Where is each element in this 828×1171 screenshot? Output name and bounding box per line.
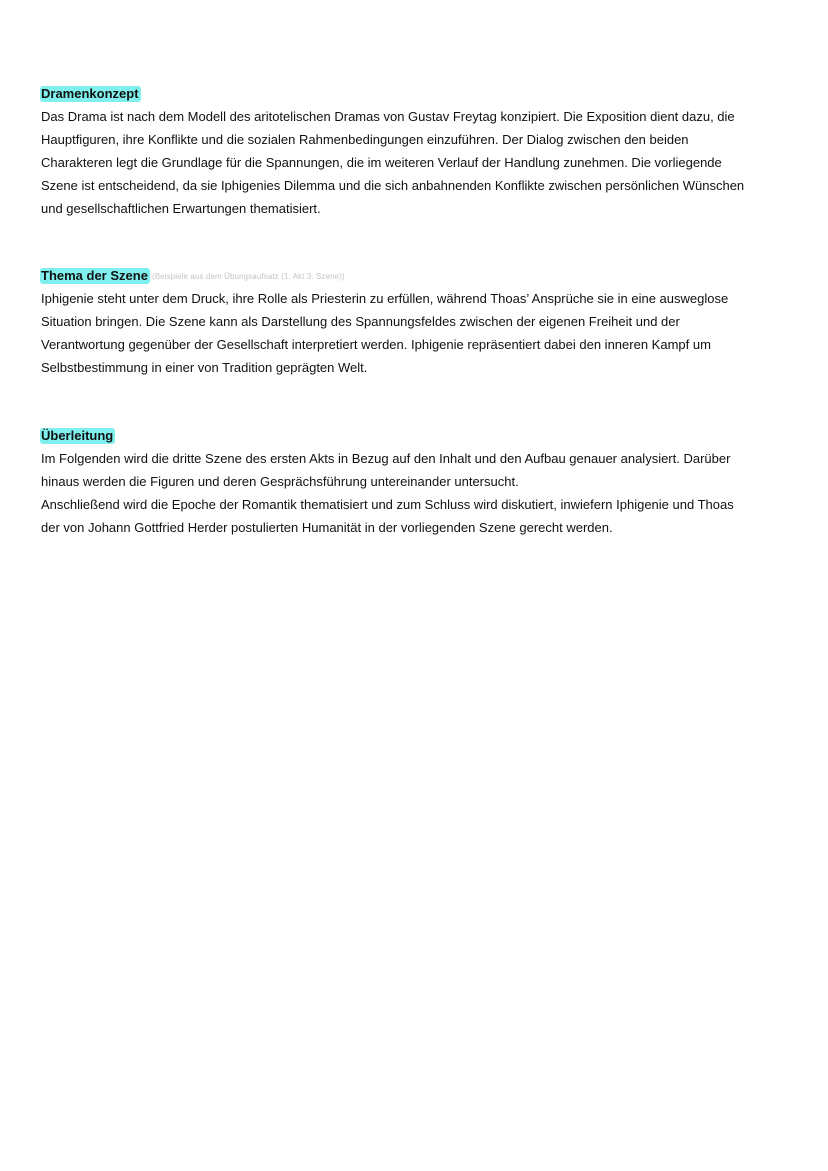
section-heading: Dramenkonzept — [41, 86, 139, 101]
paragraph-line: der von Johann Gottfried Herder postulierten Humanität in der vorliegenden Szene gerecht werden. — [41, 520, 613, 535]
section-heading: Thema der Szene — [41, 268, 148, 283]
section-heading-row — [41, 266, 789, 286]
paragraph-line: Das Drama ist nach dem Modell des aritotelischen Dramas von Gustav Freytag konzipiert. Die Exposition dient dazu, die — [41, 109, 735, 124]
paragraph-line: Szene ist entscheidend, da sie Iphigenies Dilemma und die sich anbahnenden Konflikte zwischen persönlichen Wünschen — [41, 178, 745, 193]
paragraph-line: hinaus werden die Figuren und deren Gesprächsführung untereinander untersucht. — [41, 474, 519, 489]
paragraph-line: Charakteren legt die Grundlage für die Spannungen, die im weiteren Verlauf der Handlung zunehmen. Die vorliegende — [41, 155, 722, 170]
section-paragraph — [41, 447, 789, 539]
section-heading-row — [41, 426, 789, 446]
section-heading-row — [41, 84, 789, 104]
section-paragraph — [41, 105, 789, 220]
section-paragraph — [41, 287, 789, 379]
paragraph-line: Selbstbestimmung in einer von Tradition geprägten Welt. — [41, 360, 368, 375]
section-dramenkonzept — [41, 84, 789, 220]
paragraph-line: Hauptfiguren, ihre Konflikte und die sozialen Rahmenbedingungen einzuführen. Der Dialog zwischen den beiden — [41, 132, 689, 147]
paragraph-line: Anschließend wird die Epoche der Romantik thematisiert und zum Schluss wird diskutiert, inwiefern Iphigenie und Thoas — [41, 497, 734, 512]
paragraph-line: Im Folgenden wird die dritte Szene des ersten Akts in Bezug auf den Inhalt und den Aufbau genauer analysiert. Darüber — [41, 451, 731, 466]
paragraph-line: und gesellschaftlichen Erwartungen thematisiert. — [41, 201, 321, 216]
paragraph-line: Verantwortung gegenüber der Gesellschaft interpretiert werden. Iphigenie repräsentiert dabei den inneren Kampf um — [41, 337, 711, 352]
heading-annotation-note: (Beispiele aus dem Übungsaufsatz (1. Akt 3. Szene)) — [151, 272, 345, 281]
paragraph-line: Iphigenie steht unter dem Druck, ihre Rolle als Priesterin zu erfüllen, während Thoas’ Ansprüche sie in eine ausweglose — [41, 291, 729, 306]
section-ueberleitung — [41, 426, 789, 539]
paragraph-line: Situation bringen. Die Szene kann als Darstellung des Spannungsfeldes zwischen der eigenen Freiheit und der — [41, 314, 680, 329]
section-heading: Überleitung — [41, 428, 114, 443]
section-thema-der-szene — [41, 266, 789, 379]
